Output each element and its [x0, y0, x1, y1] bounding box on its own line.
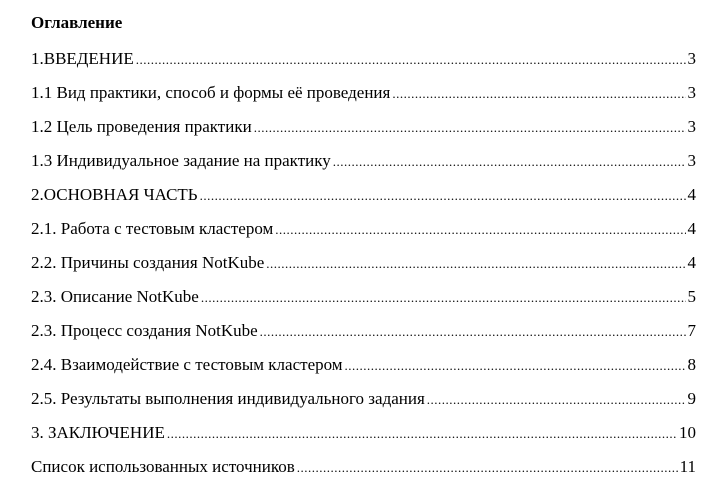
- toc-entry-page: 3: [687, 117, 696, 136]
- toc-entry-label: 3. ЗАКЛЮЧЕНИЕ: [31, 423, 165, 442]
- toc-entry-label: 2.3. Процесс создания NotKube: [31, 321, 258, 340]
- toc-entry-page: 7: [687, 321, 696, 340]
- toc-entry-label: 2.1. Работа с тестовым кластером: [31, 219, 274, 238]
- toc-entry[interactable]: [31, 286, 696, 320]
- toc-dot-leader: [266, 253, 685, 275]
- toc-entry-label: 1.2 Цель проведения практики: [31, 117, 252, 136]
- toc-entry-page: 3: [687, 49, 696, 68]
- toc-dot-leader: [260, 321, 686, 343]
- toc-entry-page: 11: [679, 457, 696, 476]
- toc-entry-label: Список использованных источников: [31, 457, 295, 476]
- toc-entry-page: 10: [679, 423, 696, 442]
- toc-entry[interactable]: [31, 116, 696, 150]
- toc-entry[interactable]: [31, 218, 696, 252]
- toc-entry-label: 1.ВВЕДЕНИЕ: [31, 49, 134, 68]
- toc-entry[interactable]: [31, 456, 696, 490]
- toc-entry-page: 9: [687, 389, 696, 408]
- toc-dot-leader: [392, 83, 685, 105]
- toc-entry[interactable]: [31, 82, 696, 116]
- toc-dot-leader: [275, 219, 685, 241]
- toc-entry[interactable]: [31, 388, 696, 422]
- toc-dot-leader: [201, 287, 686, 309]
- toc-entry-page: 4: [687, 219, 696, 238]
- toc-list: [31, 48, 696, 490]
- toc-entry-page: 4: [687, 253, 696, 272]
- toc-dot-leader: [427, 389, 686, 411]
- toc-dot-leader: [345, 355, 686, 377]
- toc-dot-leader: [200, 185, 686, 207]
- toc-entry-label: 2.2. Причины создания NotKube: [31, 253, 265, 272]
- toc-entry[interactable]: [31, 354, 696, 388]
- toc-entry-label: 2.5. Результаты выполнения индивидуального задания: [31, 389, 425, 408]
- toc-dot-leader: [254, 117, 686, 139]
- toc-entry-label: 1.1 Вид практики, способ и формы её проведения: [31, 83, 391, 102]
- toc-entry-page: 4: [687, 185, 696, 204]
- toc-dot-leader: [167, 423, 677, 445]
- toc-entry[interactable]: [31, 422, 696, 456]
- toc-entry-page: 3: [687, 151, 696, 170]
- toc-entry[interactable]: [31, 48, 696, 82]
- toc-entry[interactable]: [31, 320, 696, 354]
- toc-entry-label: 2.4. Взаимодействие с тестовым кластером: [31, 355, 343, 374]
- toc-dot-leader: [333, 151, 686, 173]
- toc-entry-label: 1.3 Индивидуальное задание на практику: [31, 151, 331, 170]
- toc-entry-label: 2.ОСНОВНАЯ ЧАСТЬ: [31, 185, 198, 204]
- toc-title: Оглавление: [31, 13, 123, 32]
- toc-dot-leader: [136, 49, 686, 71]
- toc-entry[interactable]: [31, 150, 696, 184]
- toc-dot-leader: [297, 457, 678, 479]
- toc-entry-page: 5: [687, 287, 696, 306]
- toc-entry[interactable]: [31, 252, 696, 286]
- toc-entry[interactable]: [31, 184, 696, 218]
- toc-entry-page: 3: [687, 83, 696, 102]
- toc-entry-label: 2.3. Описание NotKube: [31, 287, 199, 306]
- toc-entry-page: 8: [687, 355, 696, 374]
